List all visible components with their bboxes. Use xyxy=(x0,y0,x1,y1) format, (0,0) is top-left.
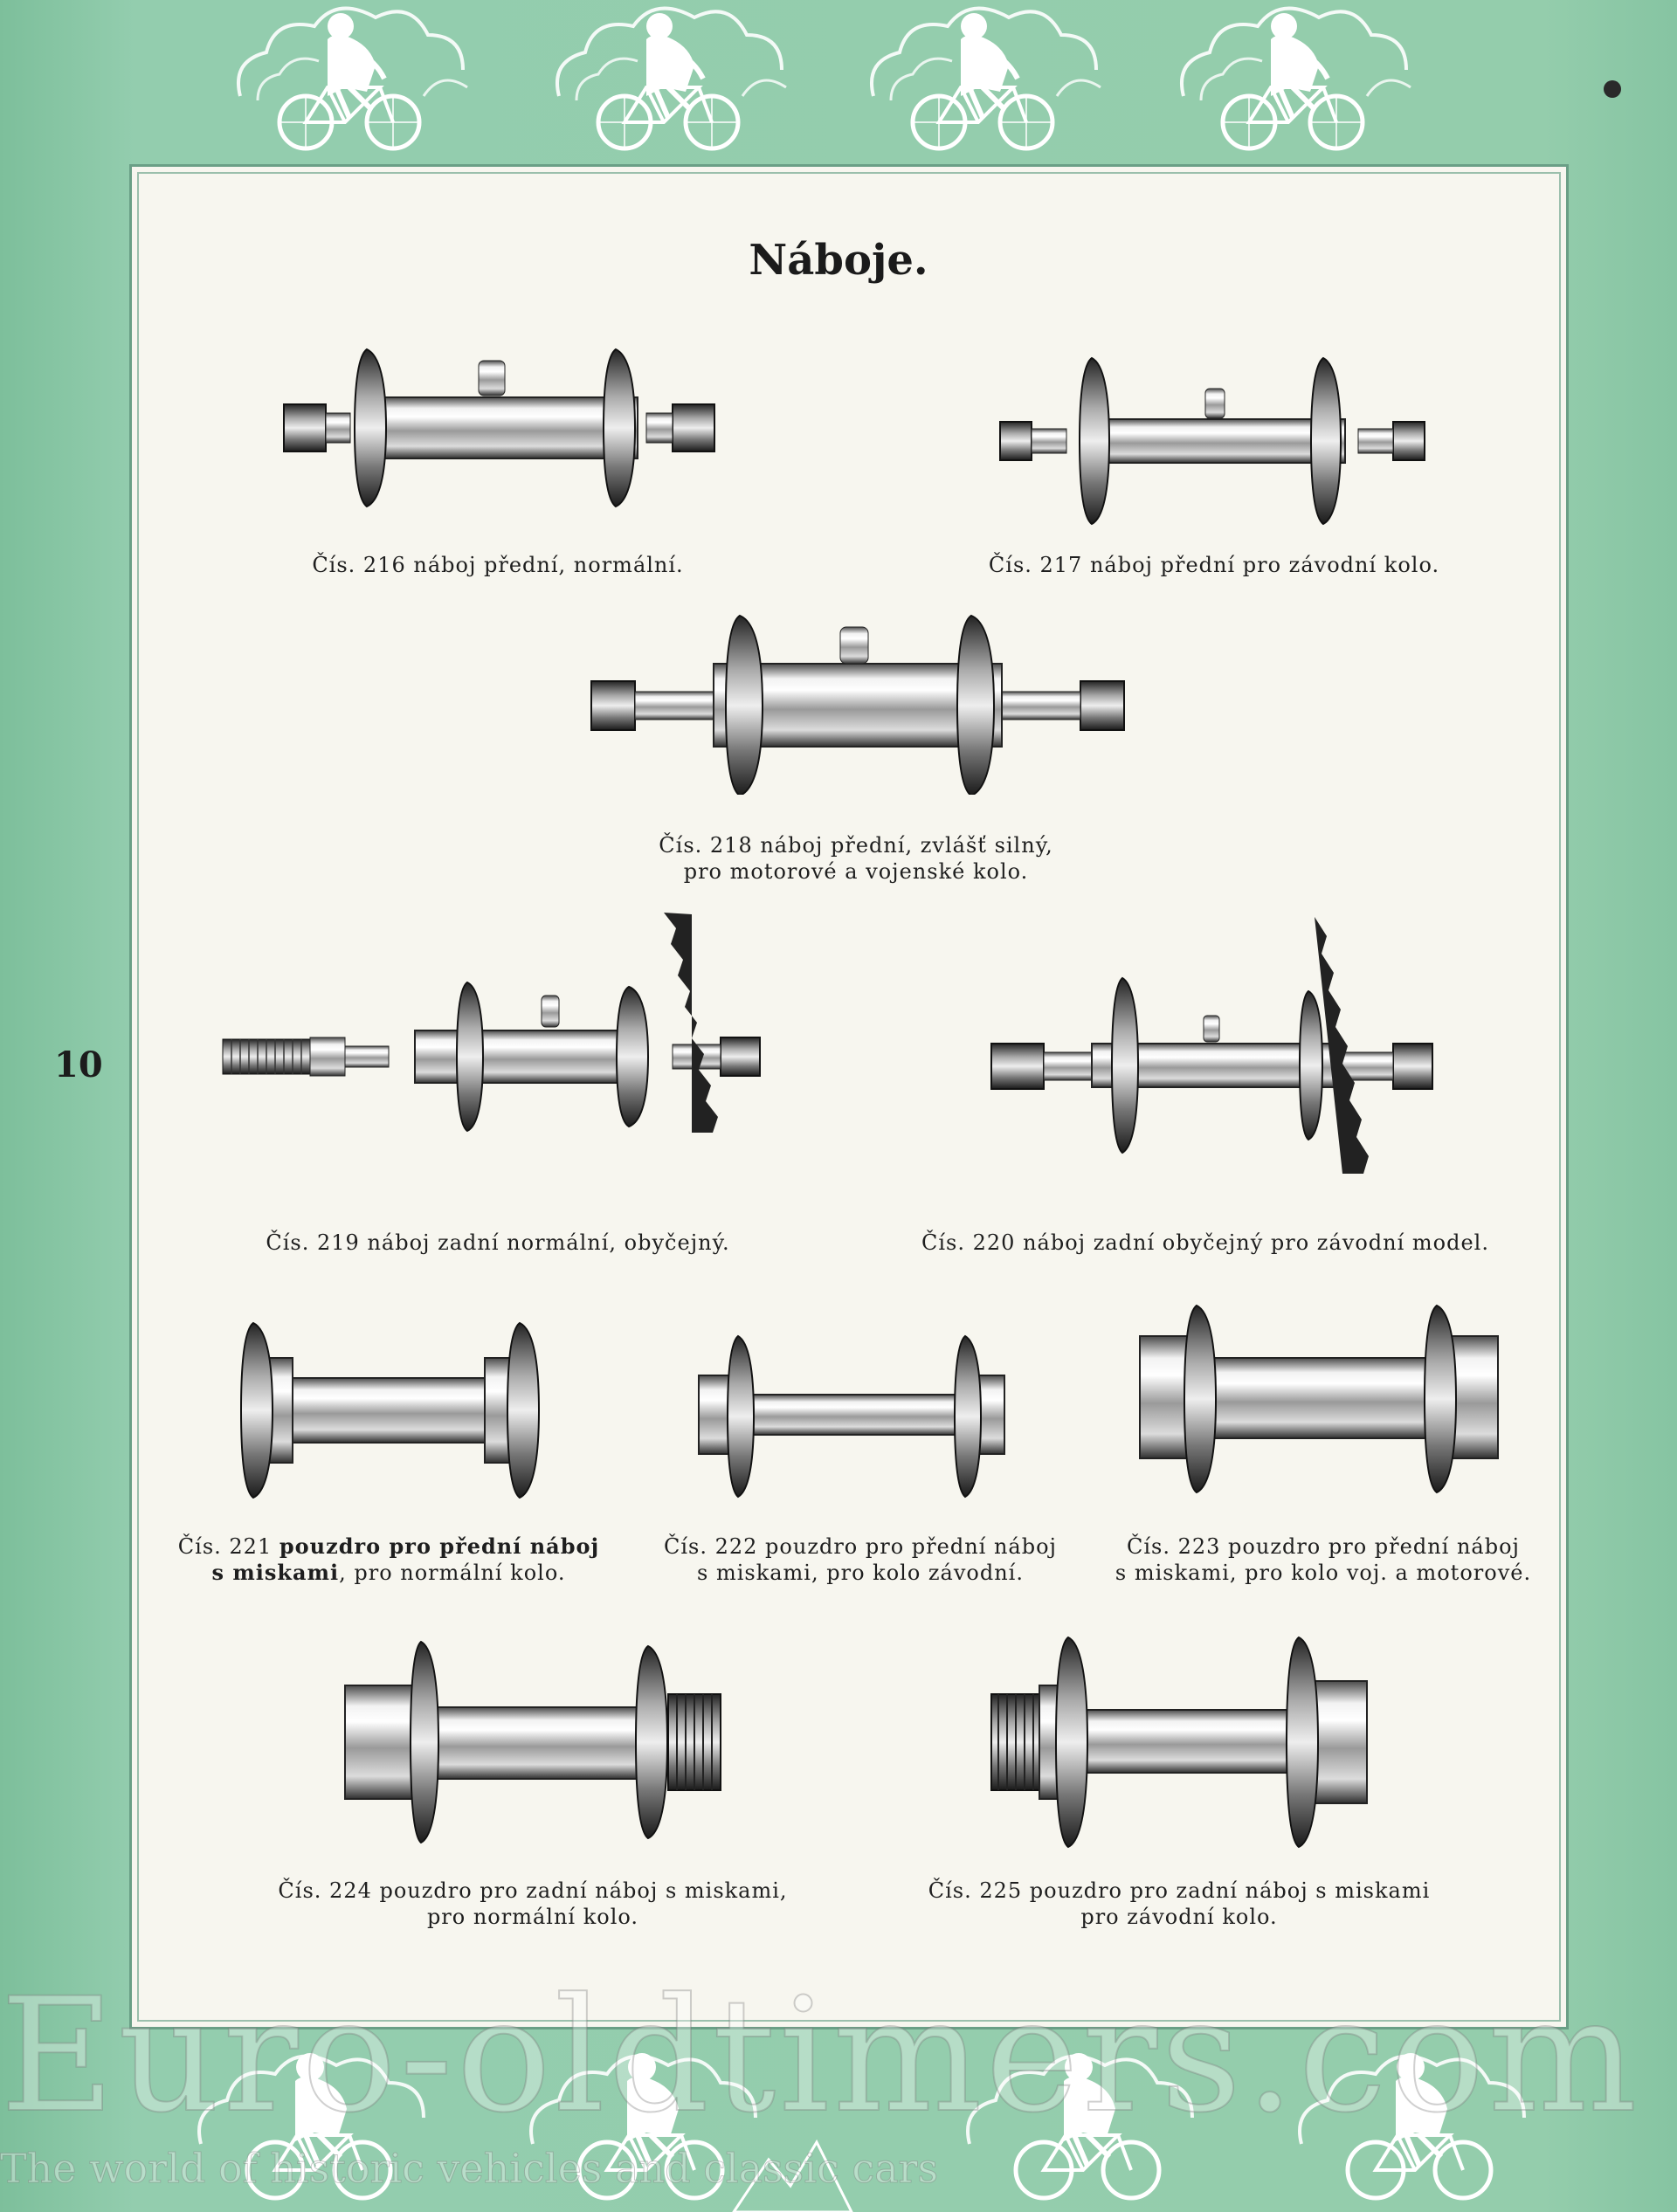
caption-225-line-2: pro závodní kolo. xyxy=(1080,1905,1278,1929)
page-title: Náboje. xyxy=(749,236,928,285)
hub-shell-225 xyxy=(983,1633,1376,1856)
hub-216-image xyxy=(280,336,725,520)
hub-217 xyxy=(996,354,1441,528)
caption-221 xyxy=(170,1533,607,1586)
caption-221-bold-1: pouzdro pro přední náboj xyxy=(279,1533,600,1559)
bottom-cyclist-band xyxy=(0,2013,1677,2212)
hub-218-image xyxy=(587,611,1128,795)
caption-218-line-1: Čís. 218 náboj přední, zvlášť silný, xyxy=(659,833,1053,858)
caption-221-line-2 xyxy=(170,1560,607,1586)
hub-shell-221-image xyxy=(223,1319,555,1502)
watermark-sub-text: The world of historic vehicles and classic cars xyxy=(0,2145,939,2192)
caption-223 xyxy=(1096,1533,1550,1586)
caption-219 xyxy=(245,1230,751,1256)
watermark-main-text: Euro-oldtimers.com xyxy=(0,1965,1641,2147)
caption-218 xyxy=(576,832,1135,885)
hub-shell-224-image xyxy=(341,1637,734,1856)
hub-shell-221 xyxy=(223,1319,555,1502)
hub-shell-224 xyxy=(341,1637,734,1856)
caption-216 xyxy=(271,552,725,578)
page-number: 10 xyxy=(54,1044,103,1085)
hub-216 xyxy=(280,336,725,520)
hub-shell-223-image xyxy=(1135,1301,1502,1498)
hub-218 xyxy=(587,611,1128,795)
hub-220 xyxy=(987,913,1441,1218)
caption-221-line-1 xyxy=(170,1533,607,1560)
caption-224 xyxy=(262,1878,804,1930)
caption-220 xyxy=(908,1230,1502,1256)
hub-219 xyxy=(218,908,769,1135)
caption-222-line-1: Čís. 222 pouzdro pro přední náboj xyxy=(664,1534,1057,1559)
caption-216-line-1: Čís. 216 náboj přední, normální. xyxy=(312,553,684,577)
caption-221-rest: , pro normální kolo. xyxy=(339,1561,566,1585)
caption-217-line-1: Čís. 217 náboj přední pro závodní kolo. xyxy=(988,553,1440,577)
caption-222 xyxy=(642,1533,1079,1586)
caption-219-line-1: Čís. 219 náboj zadní normální, obyčejný. xyxy=(266,1230,730,1255)
hub-shell-222-image xyxy=(690,1332,1022,1502)
caption-218-line-2: pro motorové a vojenské kolo. xyxy=(683,859,1029,884)
hub-shell-223 xyxy=(1135,1301,1502,1498)
caption-224-line-2: pro normální kolo. xyxy=(426,1905,639,1929)
caption-220-line-1: Čís. 220 náboj zadní obyčejný pro závodní model. xyxy=(921,1230,1489,1255)
caption-221-number: Čís. 221 xyxy=(177,1534,273,1559)
caption-223-line-1: Čís. 223 pouzdro pro přední náboj xyxy=(1127,1534,1520,1559)
caption-224-line-1: Čís. 224 pouzdro pro zadní náboj s miskami, xyxy=(278,1878,788,1903)
caption-221-bold-2: s miskami xyxy=(211,1560,340,1585)
hub-220-image xyxy=(987,913,1441,1218)
hub-217-image xyxy=(996,354,1441,528)
caption-225 xyxy=(908,1878,1450,1930)
caption-223-line-2: s miskami, pro kolo voj. a motorové. xyxy=(1115,1561,1532,1585)
caption-222-line-2: s miskami, pro kolo závodní. xyxy=(697,1561,1024,1585)
caption-225-line-1: Čís. 225 pouzdro pro zadní náboj s miskami xyxy=(928,1878,1431,1903)
hub-shell-222 xyxy=(690,1332,1022,1502)
punch-hole xyxy=(1604,80,1621,98)
hub-shell-225-image xyxy=(983,1633,1376,1856)
hub-219-image xyxy=(218,908,769,1135)
caption-217 xyxy=(970,552,1459,578)
top-cyclist-band xyxy=(0,0,1677,166)
